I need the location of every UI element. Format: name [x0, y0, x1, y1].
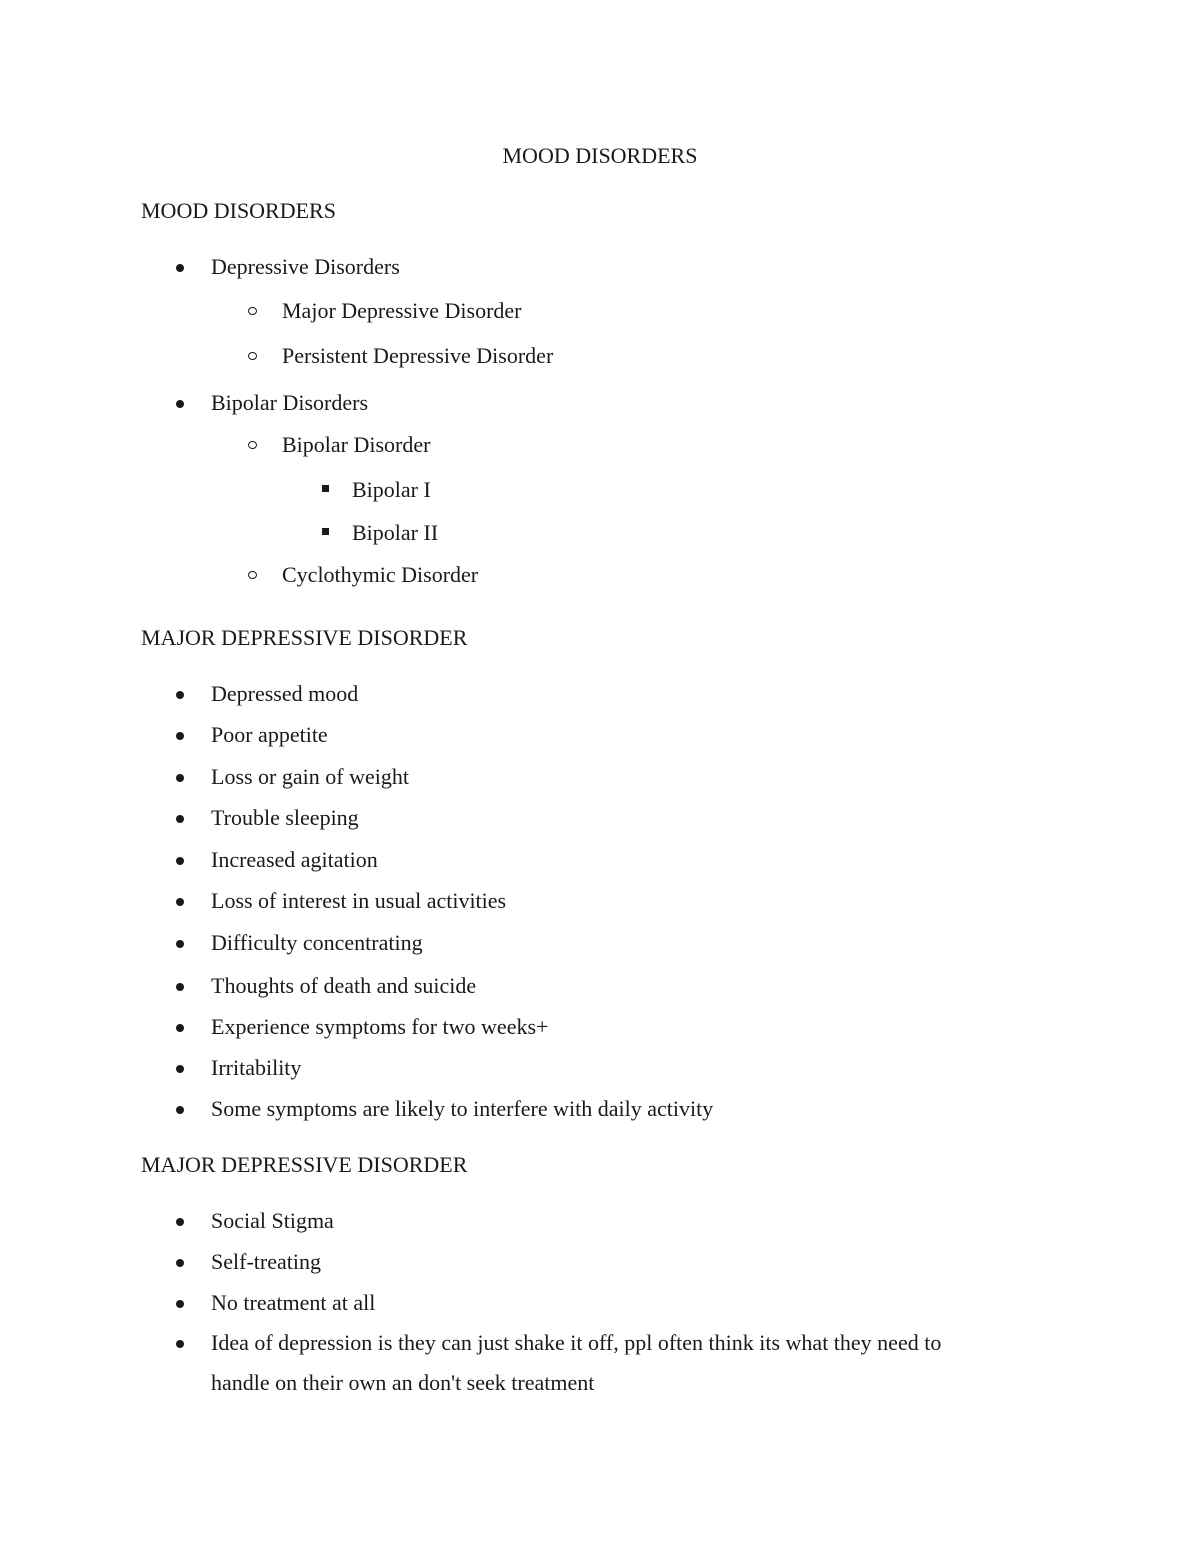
bullet-circle-icon [248, 571, 257, 579]
list-item-text: Social Stigma [211, 1208, 334, 1233]
bullet-dot-icon [176, 1065, 184, 1073]
list-item-text: Increased agitation [211, 847, 378, 872]
section-heading: MAJOR DEPRESSIVE DISORDER [141, 1152, 468, 1177]
list-item-text: Idea of depression is they can just shake it off, ppl often think its what they need to [211, 1330, 942, 1355]
bullet-circle-icon [248, 307, 257, 315]
bullet-dot-icon [176, 400, 184, 408]
bullet-dot-icon [176, 1300, 184, 1308]
list-item-text: Loss or gain of weight [211, 764, 409, 789]
bullet-dot-icon [176, 940, 184, 948]
bullet-dot-icon [176, 1024, 184, 1032]
list-item-text: Bipolar I [352, 477, 431, 502]
list-item-text: Difficulty concentrating [211, 930, 423, 955]
bullet-dot-icon [176, 1218, 184, 1226]
bullet-square-icon [322, 528, 329, 535]
list-item-text: Depressive Disorders [211, 254, 400, 279]
list-item-text: Bipolar Disorder [282, 432, 431, 457]
bullet-dot-icon [176, 983, 184, 991]
list-item-text: Some symptoms are likely to interfere with daily activity [211, 1096, 714, 1121]
page-title: MOOD DISORDERS [502, 143, 698, 168]
list-item-text: Loss of interest in usual activities [211, 888, 507, 913]
section-heading: MOOD DISORDERS [141, 198, 336, 223]
bullet-dot-icon [176, 815, 184, 823]
bullet-dot-icon [176, 732, 184, 740]
bullet-dot-icon [176, 774, 184, 782]
list-item-text: Persistent Depressive Disorder [282, 343, 554, 368]
bullet-dot-icon [176, 264, 184, 272]
bullet-circle-icon [248, 441, 257, 449]
list-item-text: Poor appetite [211, 722, 328, 747]
section-heading: MAJOR DEPRESSIVE DISORDER [141, 625, 468, 650]
list-item-text: Irritability [211, 1055, 302, 1080]
bullet-dot-icon [176, 857, 184, 865]
list-item-text: Trouble sleeping [211, 805, 359, 830]
bullet-square-icon [322, 485, 329, 492]
list-item-text: handle on their own an don't seek treatment [211, 1370, 595, 1395]
list-item-text: Bipolar II [352, 520, 439, 545]
bullet-dot-icon [176, 1106, 184, 1114]
bullet-dot-icon [176, 1340, 184, 1348]
list-item-text: Thoughts of death and suicide [211, 973, 477, 998]
bullet-circle-icon [248, 352, 257, 360]
bullet-dot-icon [176, 898, 184, 906]
list-item-text: Major Depressive Disorder [282, 298, 522, 323]
bullet-dot-icon [176, 691, 184, 699]
bullet-dot-icon [176, 1259, 184, 1267]
list-item-text: Bipolar Disorders [211, 390, 369, 415]
list-item-text: Depressed mood [211, 681, 359, 706]
list-item-text: Cyclothymic Disorder [282, 562, 479, 587]
list-item-text: Self-treating [211, 1249, 321, 1274]
list-item-text: No treatment at all [211, 1290, 376, 1315]
list-item-text: Experience symptoms for two weeks+ [211, 1014, 549, 1039]
